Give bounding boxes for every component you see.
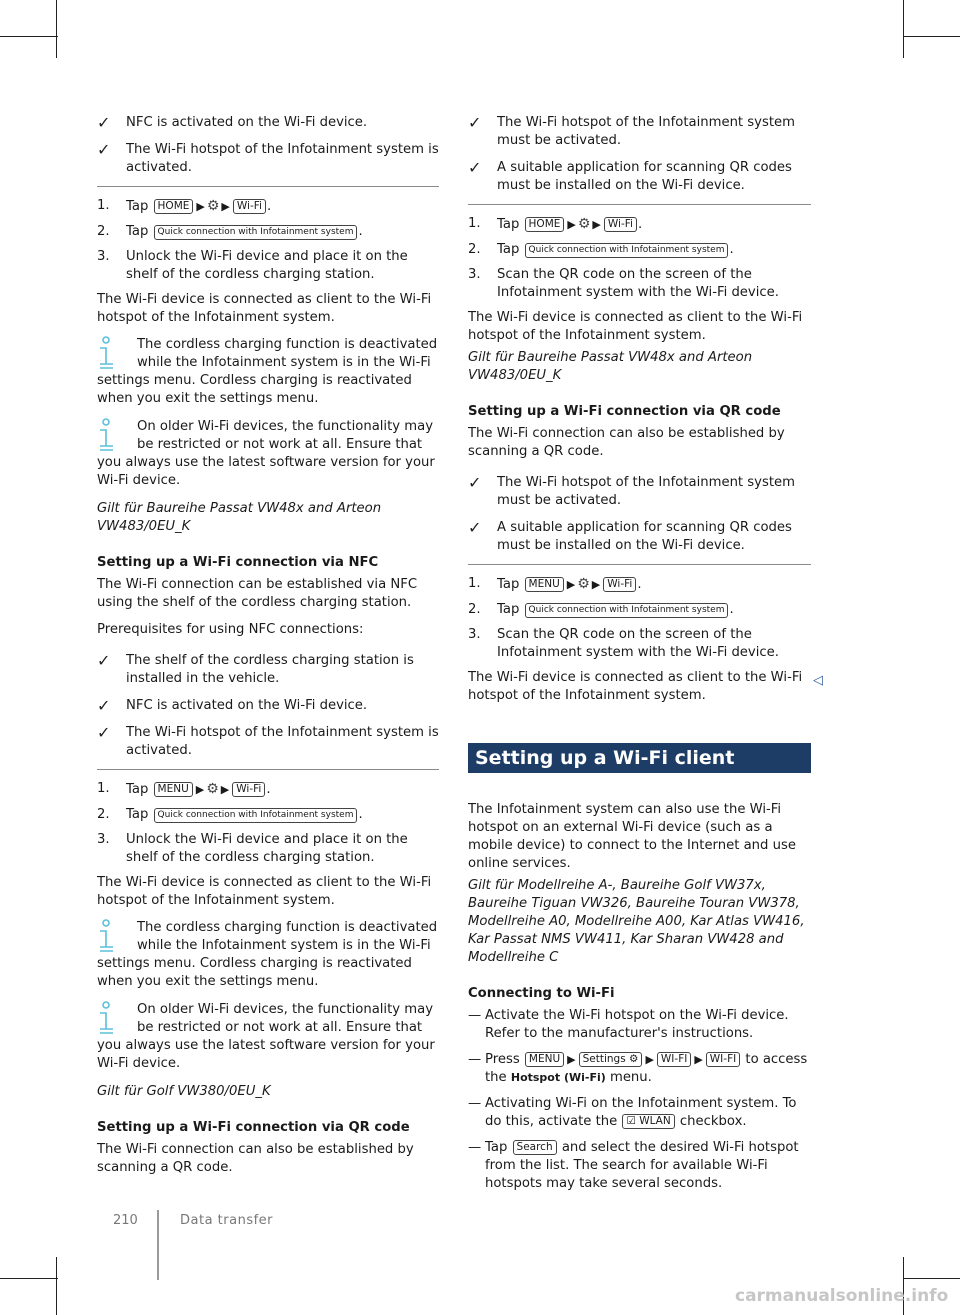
checklist-top-right [468,110,811,195]
check-icon: ✓ [97,723,111,742]
menu-key[interactable]: MENU [154,782,193,797]
divider [97,769,439,770]
arrow-icon: ▶ [196,200,205,213]
list-item: — Activating Wi-Fi on the Infotainment system. To do this, activate the ☑ WLAN checkbox. [468,1096,797,1129]
section-heading: Setting up a Wi-Fi connection via QR code [97,1120,410,1135]
arrow-icon: ▶ [645,1053,654,1066]
quick-connection-key[interactable]: Quick connection with Infotainment system [154,808,358,823]
note: On older Wi-Fi devices, the functionality may be restricted or not work at all. Ensure that you always use the latest software version for your Wi-Fi device. [97,1002,435,1071]
info-icon [97,1001,137,1037]
crop-mark [56,0,57,58]
paragraph: The Wi-Fi connection can be established via NFC using the shelf of the cordless charging station. [97,577,418,610]
step-2: 2. Tap Quick connection with Infotainment system . [468,242,734,257]
check-icon: ✓ [468,113,482,132]
step-1: 1. Tap MENU ▶ ⚙ ▶ Wi-Fi . [468,576,642,592]
arrow-icon: ▶ [591,578,601,591]
left-column [97,110,439,1186]
arrow-icon: ▶ [221,200,230,213]
divider [468,204,811,205]
menu-name: Hotspot (Wi-Fi) [510,1071,606,1084]
step-1: 1. Tap MENU ▶ ⚙ ▶ Wi-Fi . [97,781,271,797]
section-heading: Setting up a Wi-Fi connection via QR code [468,404,781,419]
gear-icon[interactable]: ⚙ [206,198,220,214]
crop-mark [903,0,904,58]
check-icon: ✓ [97,113,111,132]
check-icon: ✓ [97,696,111,715]
result-text: The Wi-Fi device is connected as client to the Wi-Fi hotspot of the Infotainment system. [468,310,803,343]
right-column [468,110,811,1201]
applies-to: Gilt für Golf VW380/0EU_K [97,1084,271,1099]
applies-to: Gilt für Modellreihe A-, Baureihe Golf VW37x, Baureihe Tiguan VW326, Baureihe Touran VW378, Modellreihe A0, Modellreihe A00, Kar Atlas VW416, Kar Passat NMS VW411, Kar Sharan VW428 and Modellreihe C [468,878,805,965]
step-3: 3. Unlock the Wi-Fi device and place it on the shelf of the cordless charging station. [97,832,408,865]
paragraph: The Wi-Fi connection can also be established by scanning a QR code. [97,1142,414,1175]
gear-icon[interactable]: ⚙ [577,576,590,592]
wlan-checkbox[interactable]: ☑ WLAN [622,1114,674,1129]
note: The cordless charging function is deactivated while the Infotainment system is in the Wi-Fi settings menu. Cordless charging is reactivated when you exit the settings menu. [97,920,438,989]
checklist-top-left [97,110,439,177]
watermark: carmanualsonline.info [735,1286,949,1306]
gear-icon[interactable]: ⚙ [577,216,591,232]
arrow-icon: ▶ [566,578,576,591]
result-text: The Wi-Fi device is connected as client to the Wi-Fi hotspot of the Infotainment system. [468,670,803,703]
arrow-icon: ▶ [592,218,601,231]
section-banner: Setting up a Wi-Fi client [468,743,811,773]
crop-mark [0,36,58,37]
divider [468,564,811,565]
quick-connection-key[interactable]: Quick connection with Infotainment system [525,603,729,618]
crop-mark [0,1278,58,1279]
divider [97,186,439,187]
arrow-icon: ▶ [567,1053,576,1066]
step-2: 2. Tap Quick connection with Infotainment system . [97,807,363,822]
check-icon: ✓ [468,158,482,177]
footer-section-title: Data transfer [180,1213,274,1228]
section-heading: Setting up a Wi-Fi connection via NFC [97,555,379,570]
wifi-key[interactable]: Wi-Fi [604,217,637,232]
check-icon: ✓ [468,473,482,492]
quick-connection-key[interactable]: Quick connection with Infotainment system [154,225,358,240]
home-key[interactable]: HOME [154,199,194,214]
step-2: 2. Tap Quick connection with Infotainment system . [468,602,734,617]
menu-key[interactable]: MENU [525,1052,564,1067]
gear-icon[interactable]: ⚙ [206,781,219,797]
step-3: 3. Scan the QR code on the screen of the Infotainment system with the Wi-Fi device. [468,267,779,300]
paragraph: The Infotainment system can also use the Wi-Fi hotspot on an external Wi-Fi device (such as a mobile device) to connect to the Internet and use online services. [468,802,796,871]
wifi-key[interactable]: Wi-Fi [233,199,266,214]
menu-key[interactable]: MENU [525,577,564,592]
list-item: ✓ A suitable application for scanning QR codes must be installed on the Wi-Fi device. [468,518,792,553]
page-number: 210 [113,1213,138,1228]
footer-divider [157,1210,159,1280]
list-item: — Press MENU ▶ Settings ⚙ ▶ WI-FI ▶ WI-FI to access the Hotspot (Wi-Fi) menu. [468,1052,808,1085]
step-3: 3. Unlock the Wi-Fi device and place it on the shelf of the cordless charging station. [97,249,408,282]
note: On older Wi-Fi devices, the functionality may be restricted or not work at all. Ensure that you always use the latest software version for your Wi-Fi device. [97,419,435,488]
section-heading: Connecting to Wi-Fi [468,986,615,1001]
crop-mark [903,1278,960,1279]
list-item: ✓ The shelf of the cordless charging station is installed in the vehicle. [97,651,414,686]
crop-mark [903,36,960,37]
list-item: ✓ The Wi-Fi hotspot of the Infotainment system is activated. [97,140,439,175]
list-item: ✓ NFC is activated on the Wi-Fi device. [97,113,368,132]
crop-mark [56,1257,57,1315]
step-3: 3. Scan the QR code on the screen of the Infotainment system with the Wi-Fi device. [468,627,779,660]
applies-to: Gilt für Baureihe Passat VW48x and Arteon VW483/0EU_K [97,501,382,534]
check-icon: ✓ [97,140,111,159]
arrow-icon: ▶ [195,783,205,796]
arrow-icon: ▶ [220,783,230,796]
check-icon: ✓ [97,651,111,670]
step-2: 2. Tap Quick connection with Infotainment system . [97,224,363,239]
end-of-section-icon: ◁ [813,673,823,688]
check-icon: ✓ [468,518,482,537]
list-item: ✓ A suitable application for scanning QR codes must be installed on the Wi-Fi device. [468,158,792,193]
result-text: The Wi-Fi device is connected as client to the Wi-Fi hotspot of the Infotainment system. [97,292,432,325]
checklist-nfc [97,648,439,760]
list-item: ✓ The Wi-Fi hotspot of the Infotainment system is activated. [97,723,439,758]
applies-to: Gilt für Baureihe Passat VW48x and Arteon VW483/0EU_K [468,350,753,383]
wifi-key[interactable]: Wi-Fi [603,577,636,592]
list-item: ✓ The Wi-Fi hotspot of the Infotainment system must be activated. [468,113,795,148]
quick-connection-key[interactable]: Quick connection with Infotainment system [525,243,729,258]
info-icon [97,919,137,955]
settings-key[interactable]: Settings ⚙ [579,1052,643,1067]
result-text: The Wi-Fi device is connected as client to the Wi-Fi hotspot of the Infotainment system. [97,875,432,908]
list-item: ✓ The Wi-Fi hotspot of the Infotainment system must be activated. [468,473,795,508]
list-item: — Activate the Wi-Fi hotspot on the Wi-Fi device. Refer to the manufacturer's instructions. [468,1008,789,1041]
arrow-icon: ▶ [567,218,576,231]
home-key[interactable]: HOME [525,217,565,232]
search-key[interactable]: Search [513,1140,557,1155]
list-item: — Tap Search and select the desired Wi-Fi hotspot from the list. The search for available Wi-Fi hotspots may take several seconds. [468,1140,799,1191]
list-item: ✓ NFC is activated on the Wi-Fi device. [97,696,368,715]
paragraph: The Wi-Fi connection can also be established by scanning a QR code. [468,426,785,459]
note: The cordless charging function is deactivated while the Infotainment system is in the Wi-Fi settings menu. Cordless charging is reactivated when you exit the settings menu. [97,337,438,406]
wifi-key[interactable]: WI-FI [706,1052,740,1067]
info-icon [97,418,137,454]
step-1: 1. Tap HOME ▶ ⚙ ▶ Wi-Fi . [468,216,643,232]
wifi-key[interactable]: WI-FI [657,1052,691,1067]
wifi-key[interactable]: Wi-Fi [232,782,265,797]
arrow-icon: ▶ [694,1053,703,1066]
checklist-qr [468,470,811,555]
info-icon [97,336,137,372]
step-1: 1. Tap HOME ▶ ⚙ ▶ Wi-Fi . [97,198,272,214]
paragraph: Prerequisites for using NFC connections: [97,622,364,637]
